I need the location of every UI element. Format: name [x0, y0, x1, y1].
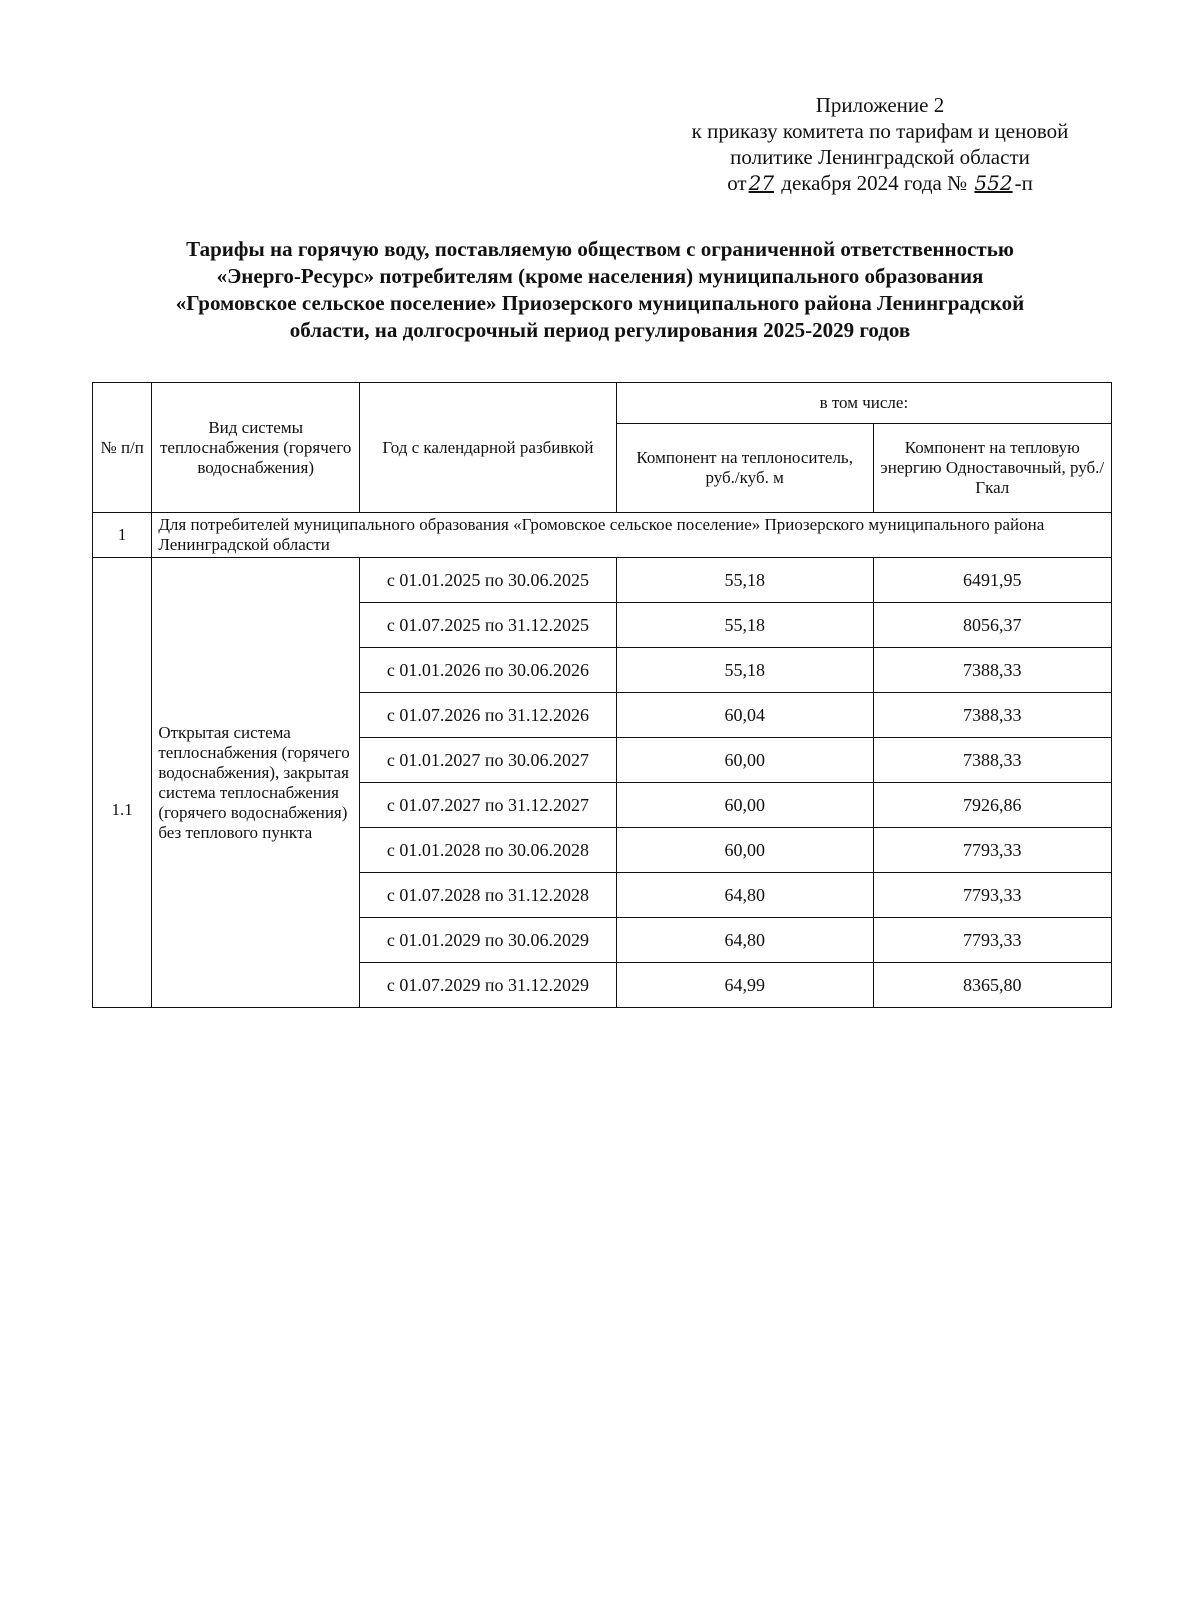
appendix-title: Приложение 2	[815, 93, 945, 117]
energy-price-cell: 7388,33	[873, 648, 1111, 693]
col-header-including: в том числе:	[616, 383, 1111, 424]
title-line-4: области, на долгосрочный период регулирования 2025-2029 годов	[289, 318, 911, 342]
col-header-system: Вид системы теплоснабжения (горячего водоснабжения)	[152, 383, 360, 513]
date-middle: декабря 2024 года №	[781, 171, 968, 195]
carrier-price-cell: 55,18	[616, 558, 873, 603]
period-cell: с 01.07.2028 по 31.12.2028	[360, 873, 617, 918]
appendix-header	[640, 92, 1120, 196]
carrier-price-cell: 64,80	[616, 873, 873, 918]
period-cell: с 01.01.2026 по 30.06.2026	[360, 648, 617, 693]
document-title	[100, 236, 1100, 344]
table-row	[93, 558, 1112, 603]
period-cell: с 01.01.2029 по 30.06.2029	[360, 918, 617, 963]
period-cell: с 01.07.2026 по 31.12.2026	[360, 693, 617, 738]
appendix-order-ref: к приказу комитета по тарифам и ценовой	[691, 119, 1069, 143]
date-prefix: от	[727, 171, 747, 195]
title-line-3: «Громовское сельское поселение» Приозерского муниципального района Ленинградской	[175, 291, 1025, 315]
handwritten-day: 27	[748, 171, 775, 195]
date-suffix: -п	[1014, 171, 1033, 195]
appendix-date-line	[640, 170, 1120, 196]
energy-price-cell: 7793,33	[873, 828, 1111, 873]
tariff-table	[92, 382, 1112, 1008]
carrier-price-cell: 64,99	[616, 963, 873, 1008]
energy-price-cell: 7793,33	[873, 873, 1111, 918]
period-cell: с 01.07.2027 по 31.12.2027	[360, 783, 617, 828]
item-number: 1.1	[93, 558, 152, 1008]
carrier-price-cell: 60,00	[616, 783, 873, 828]
col-header-carrier: Компонент на теплоноситель, руб./куб. м	[616, 424, 873, 513]
carrier-price-cell: 55,18	[616, 603, 873, 648]
energy-price-cell: 7388,33	[873, 693, 1111, 738]
energy-price-cell: 7388,33	[873, 738, 1111, 783]
carrier-price-cell: 64,80	[616, 918, 873, 963]
period-cell: с 01.07.2029 по 31.12.2029	[360, 963, 617, 1008]
title-line-1: Тарифы на горячую воду, поставляемую обществом с ограниченной ответственностью	[186, 237, 1014, 261]
col-header-year: Год с календарной разбивкой	[360, 383, 617, 513]
group-number: 1	[93, 513, 152, 558]
carrier-price-cell: 60,00	[616, 828, 873, 873]
energy-price-cell: 7793,33	[873, 918, 1111, 963]
period-cell: с 01.07.2025 по 31.12.2025	[360, 603, 617, 648]
carrier-price-cell: 55,18	[616, 648, 873, 693]
period-cell: с 01.01.2025 по 30.06.2025	[360, 558, 617, 603]
title-line-2: «Энерго-Ресурс» потребителям (кроме населения) муниципального образования	[216, 264, 984, 288]
col-header-number: № п/п	[93, 383, 152, 513]
energy-price-cell: 8056,37	[873, 603, 1111, 648]
period-cell: с 01.01.2028 по 30.06.2028	[360, 828, 617, 873]
handwritten-order-number: 552	[974, 171, 1013, 195]
table-header-row	[93, 383, 1112, 424]
tariff-rows	[93, 558, 1112, 1008]
energy-price-cell: 6491,95	[873, 558, 1111, 603]
energy-price-cell: 7926,86	[873, 783, 1111, 828]
appendix-committee: политике Ленинградской области	[730, 145, 1030, 169]
system-type: Открытая система теплоснабжения (горячего водоснабжения), закрытая система теплоснабжения (горячего водоснабжения) без теплового пункта	[152, 558, 360, 1008]
period-cell: с 01.01.2027 по 30.06.2027	[360, 738, 617, 783]
group-description: Для потребителей муниципального образования «Громовское сельское поселение» Приозерского муниципального района Ленинградской области	[152, 513, 1112, 558]
group-row	[93, 513, 1112, 558]
energy-price-cell: 8365,80	[873, 963, 1111, 1008]
col-header-energy: Компонент на тепловую энергию Одноставочный, руб./Гкал	[873, 424, 1111, 513]
carrier-price-cell: 60,04	[616, 693, 873, 738]
carrier-price-cell: 60,00	[616, 738, 873, 783]
